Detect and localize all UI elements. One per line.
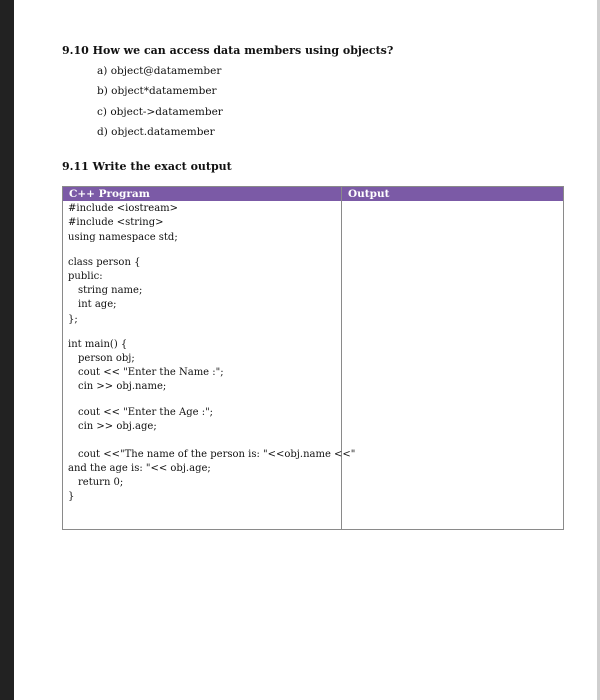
code-line: int age; [78,299,117,310]
code-line: int main() { [68,339,128,350]
program-output-table [62,186,564,530]
code-line: cout << "Enter the Age :"; [78,407,214,418]
code-line: #include <iostream> [68,203,179,214]
code-line: cin >> obj.age; [78,421,157,432]
code-line: #include <string> [68,217,164,228]
header-output: Output [348,188,390,200]
code-line: cin >> obj.name; [78,381,167,392]
option-d: d) object.datamember [97,126,215,138]
code-line: }; [68,314,78,325]
question-9-11-title: 9.11 Write the exact output [62,160,232,173]
code-line: using namespace std; [68,232,178,243]
code-line: string name; [78,285,143,296]
option-c: c) object->datamember [97,106,223,118]
option-a: a) object@datamember [97,65,222,77]
option-b: b) object*datamember [97,85,217,97]
column-divider [341,187,342,529]
header-cpp-program: C++ Program [69,188,150,200]
code-line: } [68,491,75,502]
left-border [0,0,14,700]
code-line: cout << "Enter the Name :"; [78,367,224,378]
code-line: public: [68,271,103,282]
code-line: return 0; [78,477,124,488]
question-9-10-title: 9.10 How we can access data members using objects? [62,44,394,57]
code-line: cout <<"The name of the person is: "<<obj.name <<" [78,449,356,460]
code-line: class person { [68,257,141,268]
code-line: person obj; [78,353,135,364]
code-line: and the age is: "<< obj.age; [68,463,211,474]
